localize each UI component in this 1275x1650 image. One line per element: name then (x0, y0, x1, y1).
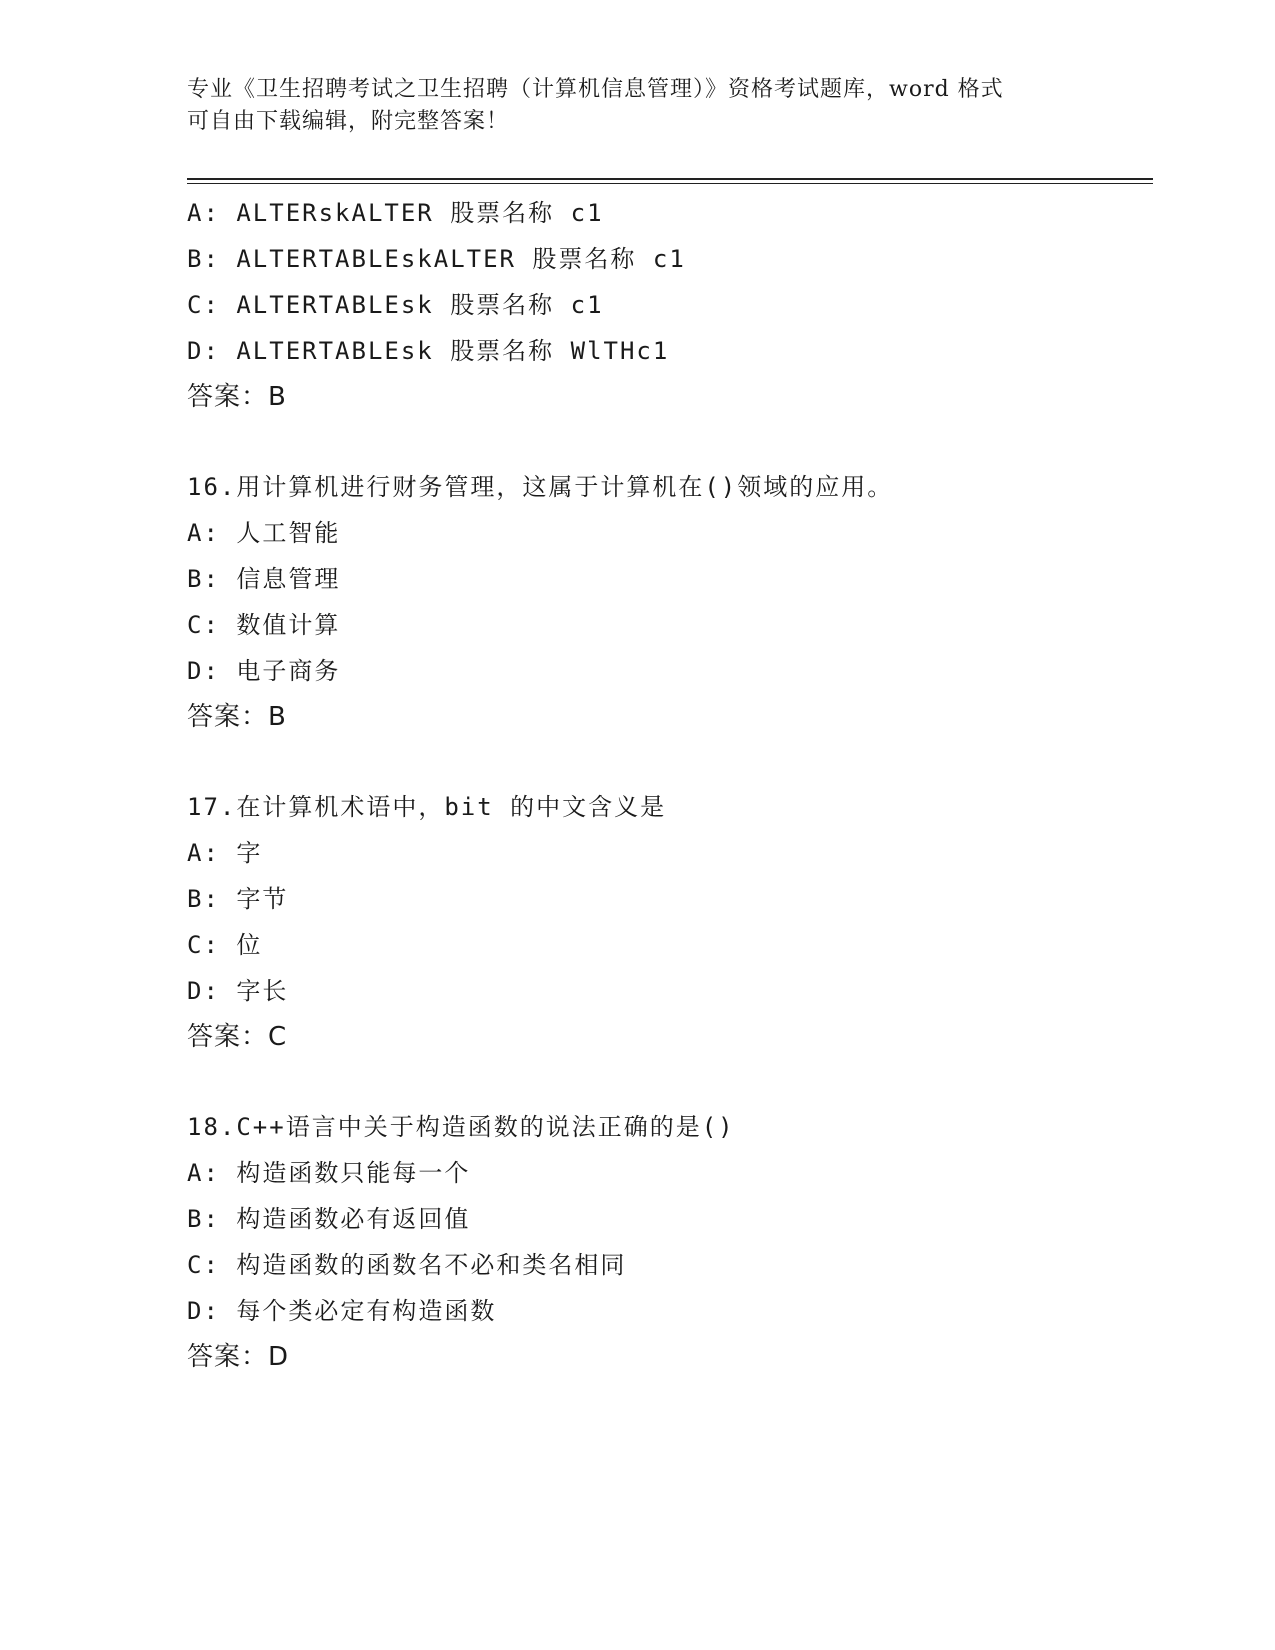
option-d: D: ALTERTABLEsk 股票名称 WlTHc1 (187, 337, 670, 365)
option-c: C: 位 (187, 931, 263, 959)
answer: 答案：C (187, 1022, 288, 1052)
question-list (187, 190, 1153, 1380)
option-a: A: 人工智能 (187, 519, 341, 547)
option-b: B: 构造函数必有返回值 (187, 1205, 471, 1233)
header-divider-thin (187, 183, 1153, 184)
option-c: C: 构造函数的函数名不必和类名相同 (187, 1251, 627, 1279)
option-c: C: ALTERTABLEsk 股票名称 c1 (187, 291, 604, 319)
option-a: A: ALTERskALTER 股票名称 c1 (187, 199, 604, 227)
document-header (187, 74, 1087, 138)
header-line-2: 可自由下载编辑，附完整答案！ (187, 109, 510, 134)
question-text: 16.用计算机进行财务管理，这属于计算机在()领域的应用。 (187, 473, 894, 501)
question-block-18 (187, 1104, 1153, 1380)
answer: 答案：B (187, 702, 287, 732)
question-text: 18.C++语言中关于构造函数的说法正确的是() (187, 1113, 735, 1141)
question-text: 17.在计算机术语中，bit 的中文含义是 (187, 793, 667, 821)
header-line-1: 专业《卫生招聘考试之卫生招聘（计算机信息管理）》资格考试题库，word 格式 (187, 77, 1004, 102)
question-block-17 (187, 784, 1153, 1060)
option-d: D: 字长 (187, 977, 289, 1005)
answer: 答案：B (187, 382, 287, 412)
question-block-16 (187, 464, 1153, 740)
answer: 答案：D (187, 1342, 290, 1372)
question-block-15 (187, 190, 1153, 420)
option-d: D: 电子商务 (187, 657, 341, 685)
option-b: B: ALTERTABLEskALTER 股票名称 c1 (187, 245, 686, 273)
option-a: A: 字 (187, 839, 263, 867)
option-c: C: 数值计算 (187, 611, 341, 639)
header-divider (187, 178, 1153, 180)
option-a: A: 构造函数只能每一个 (187, 1159, 471, 1187)
option-d: D: 每个类必定有构造函数 (187, 1297, 497, 1325)
option-b: B: 信息管理 (187, 565, 341, 593)
option-b: B: 字节 (187, 885, 289, 913)
